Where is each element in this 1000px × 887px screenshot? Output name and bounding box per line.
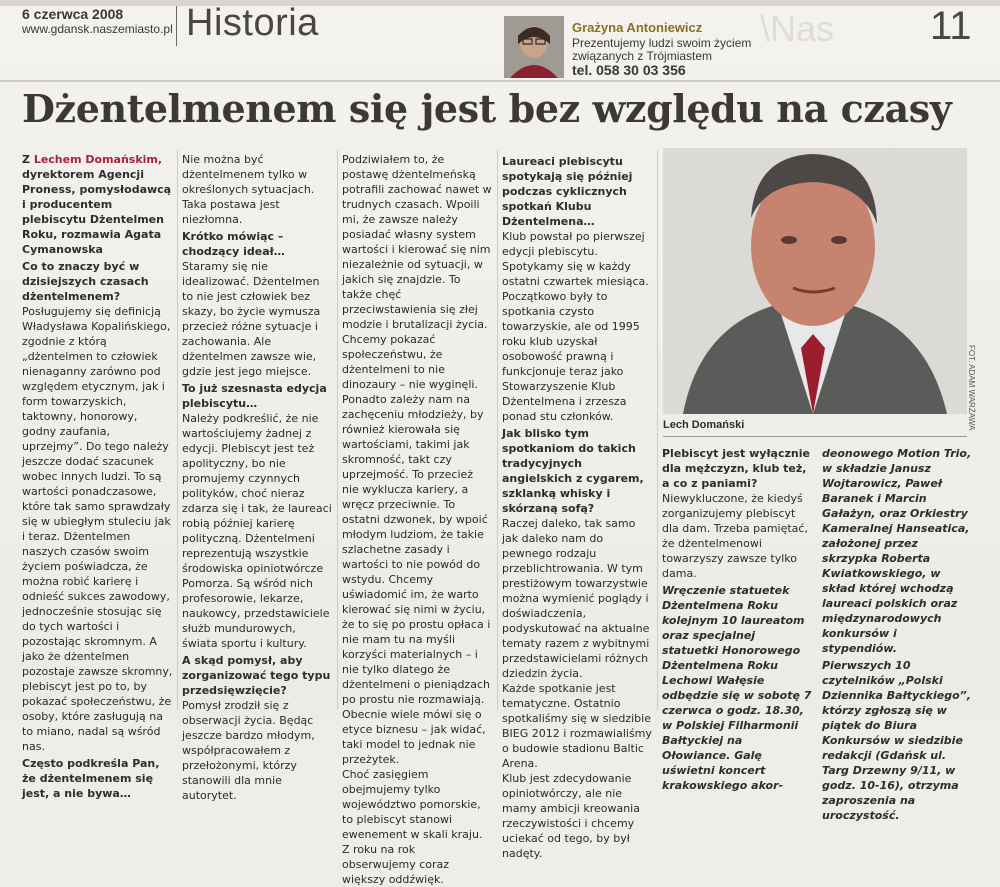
answer: Należy podkreślić, że nie wartościujemy żadnej z edycji. Plebiscyt jest też apolityczny, bo nie promujemy czynnych polityków, choć nieraz zdarza się i tak, że laureaci robią później karierę polityczną. Dżentelmeni reprezentują wszystkie środowiska opiniotwórcze Pomorza. Są wśród nich profesorowie, lekarze, naukowcy, przedstawiciele służb mundurowych, świata sportu i kultury. xyxy=(182,412,332,650)
article-column-6 xyxy=(822,444,972,823)
ghost-print-through: \Nas xyxy=(760,8,835,49)
question: Plebiscyt jest wyłącznie dla mężczyzn, klub też, a co z paniami? xyxy=(662,447,810,490)
author-photo xyxy=(504,16,564,78)
column-divider xyxy=(497,150,498,710)
section-title: Historia xyxy=(186,2,319,44)
article-column-3 xyxy=(342,152,492,887)
interviewee-portrait-icon xyxy=(663,148,967,414)
issue-date: 6 czerwca 2008 xyxy=(22,6,124,22)
announcement: Pierwszych 10 czytelników „Polski Dziennika Bałtyckiego”, którzy zgłoszą się w piątek do Biura Konkursów w siedzibie redakcji (Gdańsk ul. Targ Drzewny 9/11, w godz. 10-16), otrzyma zaproszenia na uroczystość. xyxy=(822,659,971,822)
answer: Nie można być dżentelmenem tylko w określonych sytuacjach. Taka postawa jest niezłomna. xyxy=(182,153,315,226)
answer: Raczej daleko, tak samo jak daleko nam do pewnego rodzaju przeblichtrowania. W tym prestiżowym towarzystwie można wymienić poglądy i doświadczenia, podyskutować na aktualne tematy razem z wybitnymi przedstawicielami różnych dziedzin życia. xyxy=(502,517,650,680)
column-divider xyxy=(337,150,338,710)
header-divider xyxy=(176,6,177,46)
question: Jak blisko tym spotkaniom do takich tradycyjnych angielskich z cygarem, szklanką whisky i skórzaną sofą? xyxy=(502,427,644,515)
interviewee-photo xyxy=(663,148,967,414)
author-phone: tel. 058 30 03 356 xyxy=(572,62,686,78)
announcement: deonowego Motion Trio, w składzie Janusz Wojtarowicz, Paweł Baranek i Marcin Gałażyn, oraz Orkiestry Kameralnej Hanseatica, założonej przez skrzypka Roberta Kwiatkowskiego, w skład której wchodzą laureaci polskich oraz międzynarodowych konkursów i stypendiów. xyxy=(822,447,972,655)
site-url: www.gdansk.naszemiasto.pl xyxy=(22,22,173,36)
photo-credit: FOT. ADAM WARŻAWA xyxy=(967,345,976,431)
column-divider xyxy=(657,150,658,710)
author-description: Prezentujemy ludzi swoim życiem związanych z Trójmiastem xyxy=(572,36,752,63)
question: A skąd pomysł, aby zorganizować tego typu przedsięwzięcie? xyxy=(182,654,331,697)
answer: Niewykluczone, że kiedyś zorganizujemy plebiscyt dla dam. Trzeba pamiętać, że dżentelmenowi towarzyszy zawsze tylko dama. xyxy=(662,492,808,580)
column-divider xyxy=(177,150,178,710)
intro-text: dyrektorem Agencji Proness, pomysłodawcą i producentem plebiscytu Dżentelmen Roku, rozmawia Agata Cymanowska xyxy=(22,168,172,256)
article-column-4 xyxy=(502,152,654,861)
question: Co to znaczy być w dzisiejszych czasach dżentelmenem? xyxy=(22,260,149,303)
question: Laureaci plebiscytu spotykają się później podczas cyklicznych spotkań Klubu Dżentelmena… xyxy=(502,155,633,228)
answer: Choć zasięgiem obejmujemy tylko województwo pomorskie, to plebiscyt stanowi ewenement w skali kraju. Z roku na rok obserwujemy coraz większy oddźwięk. xyxy=(342,768,483,886)
answer: Podziwiałem to, że postawę dżentelmeńską potrafili zachować nawet w trudnych czasach. Wpoili mi, że zawsze należy posiadać własny system wartości i kierować się nim niezależnie od sytuacji, w jakich się znajdzie. To także chęć przeciwstawienia się złej modzie i brutalizacji życia. Chcemy pokazać społeczeństwu, że dżentelmeni to nie dinozaury – nie wyginęli. Ponadto zależy nam na zachęceniu młodzieży, by również kierowała się wartościami, takimi jak skromność, takt czy uprzejmość. To przecież nie wyklucza kariery, a wręcz przeciwnie. To ostatni dzwonek, by wpoić młodym ludziom, że takie szlachetne zasady i wartości to nie powód do wstydu. Chcemy uświadomić im, że warto kierować się nimi w życiu, że to się po prostu opłaca i nie mam tu na myśli korzyści materialnych – i nie tylko dlatego że dżentelmeni o pieniądzach po prostu nie rozmawiają. Obecnie wiele mówi się o etyce biznesu – jak widać, taki model to jednak nie przeżytek. xyxy=(342,153,492,766)
photo-caption: Lech Domański xyxy=(663,419,745,431)
answer: Klub jest zdecydowanie opiniotwórczy, ale nie mamy ambicji kreowania rzeczywistości i chcemy uciekać od tego, by był nadęty. xyxy=(502,772,640,860)
caption-rule xyxy=(663,436,967,437)
article-column-5 xyxy=(662,444,812,793)
page-number: 11 xyxy=(930,4,972,48)
announcement: Wręczenie statuetek Dżentelmena Roku kolejnym 10 laureatom oraz specjalnej statuetki Honorowego Dżentelmena Roku Lechowi Wałęsie odbędzie się w sobotę 7 czerwca o godz. 18.30, w Polskiej Filharmonii Bałtyckiej na Ołowiance. Galę uświetni koncert krakowskiego akor- xyxy=(662,584,812,792)
interviewee-name: Lechem Domańskim, xyxy=(33,153,163,166)
author-name: Grażyna Antoniewicz xyxy=(572,20,703,35)
answer: Staramy się nie idealizować. Dżentelmen to nie jest człowiek bez skazy, bo życie wymusza przecież różne sytuacje i zachowania. Ale dżentelmen zawsze wie, gdzie jest jego miejsce. xyxy=(182,260,321,378)
question: Krótko mówiąc – chodzący ideał… xyxy=(182,230,285,258)
article-column-1 xyxy=(22,152,174,801)
header-rule xyxy=(0,80,1000,82)
answer: Posługujemy się definicją Władysława Kopalińskiego, zgodnie z którą „dżentelmen to człowiek nienaganny zarówno pod względem etycznym, jak i form towarzyskich, taktowny, honorowy, godny zaufania, uprzejmy”. Do tego należy jeszcze dodać szacunek wobec innych ludzi. To są wartości ponadczasowe, które tak samo sprawdzały się w ubiegłym stuleciu jak i teraz. Dżentelmen naszych czasów swoim życiem poświadcza, że można robić karierę i odnieść sukces zawodowy, jednocześnie stosując się do tych wartości i pozostając skromnym. A jako że dżentelmen pozostaje zawsze skromny, plebiscyt jest po to, by pokazać społeczeństwu, że osoby, które zasługują na to miano, nadal są wśród nas. xyxy=(22,305,173,753)
article-column-2 xyxy=(182,152,334,803)
article-headline: Dżentelmenem się jest bez względu na czasy xyxy=(22,86,952,131)
question: To już szesnasta edycja plebiscytu… xyxy=(182,382,327,410)
question: Często podkreśla Pan, że dżentelmenem się jest, a nie bywa… xyxy=(22,757,160,800)
answer: Każde spotkanie jest tematyczne. Ostatnio spotkaliśmy się w siedzibie BIEG 2012 i rozmawialiśmy o budowie stadionu Baltic Arena. xyxy=(502,682,652,770)
top-strip xyxy=(0,0,1000,6)
answer: Pomysł zrodził się z obserwacji życia. Będąc jeszcze bardzo młodym, współpracowałem z przełożonymi, którzy stanowili dla mnie autorytet. xyxy=(182,699,315,802)
answer: Klub powstał po pierwszej edycji plebiscytu. Spotykamy się w każdy ostatni czwartek miesiąca. Początkowo były to spotkania czysto towarzyskie, ale od 1995 roku klub uzyskał osobowość prawną i funkcjonuje teraz jako Stowarzyszenie Klub Dżentelmena i zrzesza ponad stu członków. xyxy=(502,230,649,423)
interview-intro xyxy=(22,152,174,257)
intro-prefix: Z xyxy=(22,153,34,166)
author-portrait-icon xyxy=(504,16,564,78)
